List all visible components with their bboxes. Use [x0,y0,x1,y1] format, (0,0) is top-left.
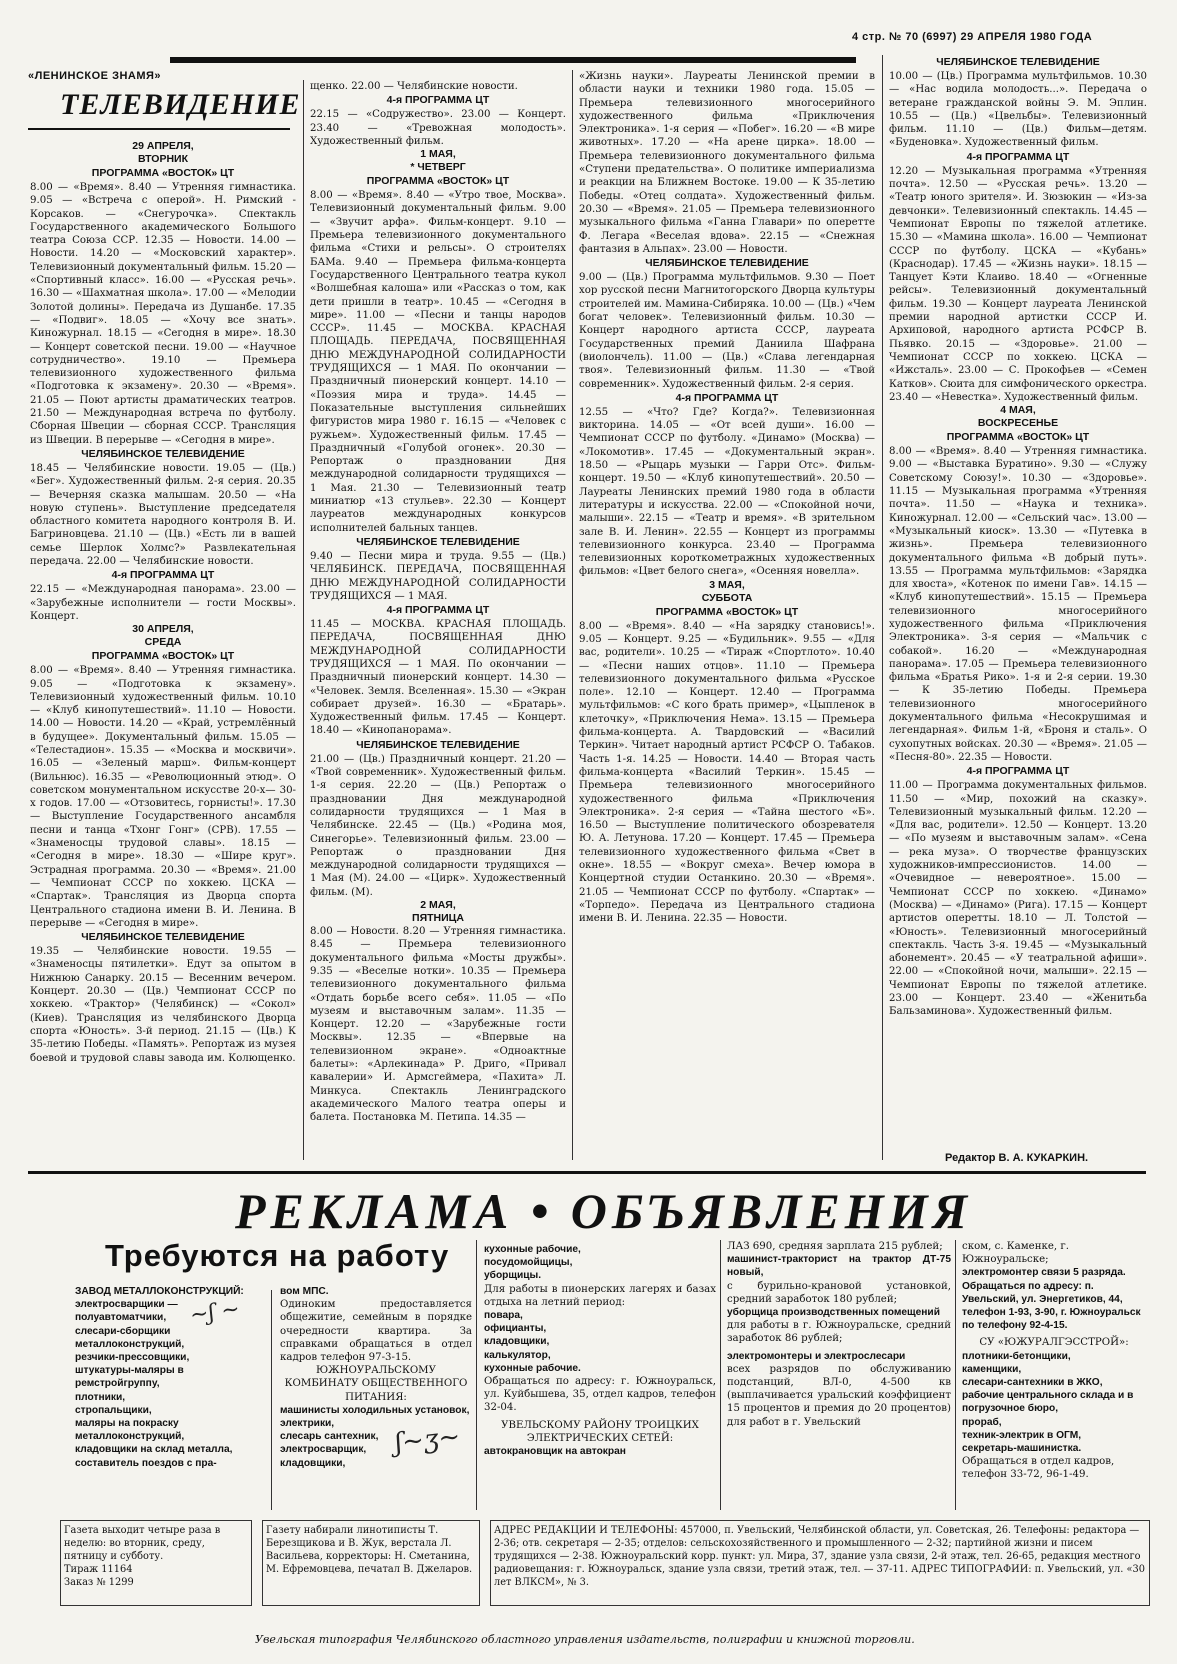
program-heading: ЧЕЛЯБИНСКОЕ ТЕЛЕВИДЕНИЕ [356,738,520,751]
schedule-text: 9.00 — (Цв.) Программа мультфильмов. 9.30 — Поет хор русской песни Магнитогорского Дворца культуры строителей им. Мамина-Сибиряка. 10.00 — (Цв.) «Чем богат человек». Телевизионный фильм. 10.30 — Концерт народного артиста СССР, лауреата Государственных премий Даниила Шафрана (виолончель). 11.00 — (Цв.) «Слава легендарная твоя». Телевизионный фильм. 11.30 — «Твой современник». Художественный фильм. 2-я серия. [579,272,875,390]
header-rule [170,57,856,63]
section-rule [28,128,290,130]
issue-line: 4 стр. № 70 (6997) 29 АПРЕЛЯ 1980 ГОДА [852,31,1093,43]
ad-item: каменщики, [962,1363,1022,1375]
ad-item: рабочие центрального склада и в погрузочное бюро, [962,1390,1134,1415]
ad-column-3 [484,1243,716,1510]
ad-divider [955,1240,956,1510]
ad-item: секретарь-машинистка. [962,1443,1082,1455]
schedule-text: 8.00 — «Время». 8.40 — Утренняя гимнастика. 9.05 — «Встреча с оперой». Н. Римский - Корсаков. — «Снегурочка». Спектакль Государственного академического Большого театра Союза ССР. 12.35 — Новости. 14.00 — Новости. 14.20 — «Московский характер». Телевизионный документальный фильм. 15.20 — «Спортивный класс». 16.00 — «Русская речь». 16.30 — «Шахматная школа». 17.00 — «Мелодии Золотой долины». Передача из Душанбе. 17.35 — «Подвиг». 18.05 — «Хочу все знать». Киножурнал. 18.15 — «Сегодня в мире». 18.30 — Концерт советской песни. 19.00 — «Научное сотрудничество». 19.10 — Премьера телевизионного художественного фильма «Подготовка к экзамену». 20.30 — «Время». 21.05 — Поют артисты драматических театров. 21.50 — Международная встреча по футболу. Сборная Швеции — сборная СССР. Трансляция из Швеции. В перерыве — «Сегодня в мире». [30,182,296,446]
ad-item: уборщицы. [484,1270,542,1282]
ad-item: машинист-тракторист на трактор ДТ-75 новый, [727,1254,951,1279]
weekday-heading: * ЧЕТВЕРГ [410,161,466,174]
section-title: ТЕЛЕВИДЕНИЕ [60,88,301,121]
program-heading: ПРОГРАММА «ВОСТОК» ЦТ [655,605,799,618]
ad-item: кладовщики на склад металла, [75,1444,233,1456]
schedule-text: 12.55 — «Что? Где? Когда?». Телевизионная викторина. 14.05 — «От всей души». 16.00 — Чемпионат СССР по футболу. «Динамо» (Москва) — «Локомотив». 17.45 — «Документальный экран». 18.50 — «Рыцарь музыки — Гарри Отс». Фильм-концерт. 19.50 — «Клуб кинопутешествий». 20.50 — Лауреаты Ленинских премий 1980 года в области литературы и искусства. 22.00 — «Спокойной ночи, малыши». 22.15 — «Театр и время». «В зрительном зале В. И. Ленин». 22.55 — Концерт из программы телевизионного конкурса. 23.40 — Программа телевизионных короткометражных художественных фильмов: «Цвет белого снега», «Осенняя новелла». [579,406,875,578]
day-heading: 3 МАЯ, [709,578,745,591]
handwritten-signature: ~ʃ ~ [188,1296,242,1329]
weekday-heading: ПЯТНИЦА [412,912,464,925]
ad-item: вом МПС. [280,1286,329,1297]
ad-item: электромонтеры и электрослесари [727,1350,906,1362]
ad-item: автокрановщик на автокран [484,1446,626,1458]
day-heading: 4 МАЯ, [1000,404,1036,417]
tv-column-3 [579,70,875,1160]
ad-text: для работы в г. Южноуральске, средний заработок 86 рублей; [727,1320,951,1345]
tv-column-2 [310,80,566,1160]
program-heading: 4-я ПРОГРАММА ЦТ [966,765,1070,778]
program-heading: 4-я ПРОГРАММА ЦТ [675,391,779,404]
schedule-text: 22.15 — «Содружество». 23.00 — Концерт. 23.40 — «Тревожная молодость». Художественный фильм. [310,109,566,147]
program-heading: ЧЕЛЯБИНСКОЕ ТЕЛЕВИДЕНИЕ [936,56,1100,68]
ad-text: Для работы в пионерских лагерях и базах отдыха на летний период: [484,1283,716,1308]
ad-item: посудомойщицы, [484,1257,573,1269]
footer-text: Газета выходит четыре раза в неделю: во вторник, среду, пятницу и субботу. [64,1525,221,1562]
schedule-text: 8.00 — Новости. 8.20 — Утренняя гимнастика. 8.45 — Премьера телевизионного документального фильма «Мосты дружбы». 9.35 — «Веселые нотки». 10.35 — Премьера телевизионного документального фильма «Отдать борьбе всего себя». 11.05 — «По музеям и выставочным залам». 11.35 — Концерт. 12.20 — «Зарубежные гости Москвы». 12.35 — «Впервые на телевизионном экране». «Одноактные балеты»: «Арлекинада» Р. Дриго, «Привал кавалерии» И. Армсгеймера, «Пахита» Л. Минкуса. Спектакль Ленинградского академического Малого театра оперы и балета. Постановка М. Петипа. 14.35 — [310,926,566,1124]
schedule-text: 10.00 — (Цв.) Программа мультфильмов. 10.30 — «Нас водила молодость...». Передача о ветеране гражданской войны Э. М. Эплин. 10.55 — (Цв.) «Цвельбы». Телевизионный фильм. 11.10 — (Цв.) Фильм—детям. «Буденовка». Художественный фильм. [889,71,1147,149]
ad-item: официанты, [484,1323,547,1335]
ad-item: стропальщики, [75,1404,152,1416]
footer-address-box [490,1520,1150,1606]
program-heading: ПРОГРАММА «ВОСТОК» ЦТ [946,431,1090,444]
program-heading: 4-я ПРОГРАММА ЦТ [966,150,1070,163]
required-title: Требуются на работу [105,1238,450,1273]
program-heading: ЧЕЛЯБИНСКОЕ ТЕЛЕВИДЕНИЕ [81,447,245,460]
editor-signature: Редактор В. А. КУКАРКИН. [945,1152,1089,1164]
column-divider [572,70,573,1160]
ad-item: электрики, [280,1418,335,1430]
ad-item: штукатуры-маляры в ремстройгруппу, [75,1365,184,1390]
ad-column-4 [727,1240,951,1510]
program-heading: ПРОГРАММА «ВОСТОК» ЦТ [91,167,235,179]
ad-item: плотники-бетонщики, [962,1350,1071,1362]
ad-heading: УВЕЛЬСКОМУ РАЙОНУ ТРОИЦКИХ ЭЛЕКТРИЧЕСКИХ СЕТЕЙ: [501,1419,699,1444]
ad-item: уборщица производственных помещений [727,1307,940,1319]
schedule-text: 8.00 — «Время». 8.40 — «На зарядку становись!». 9.05 — Концерт. 9.25 — «Будильник». 9.55 — «Для вас, родители». 10.25 — «Тираж «Спортлото». 10.40 — «Песни наших отцов». 11.10 — Премьера телевизионного документального фильма «Русское поле». 12.10 — Концерт. 12.40 — Программа мультфильмов: «С кого брать пример», «Цыпленок в клеточку», «Приключения Нема». 13.15 — Премьера фильма-концерта. А. Твардовский — «Василий Теркин». Читает народный артист РСФСР О. Табаков. Часть 1-я. 14.25 — Новости. 14.40 — Вторая часть фильма-концерта «Василий Теркин». 15.45 — Премьера телевизионного многосерийного художественного фильма «Приключения Электроника». 2-я серия — «Тайна шестого «Б». 16.50 — Выступление политического обозревателя Ю. А. Летунова. 17.20 — Концерт. 17.45 — Премьера телевизионного художественного фильма «Свет в окне». 18.55 — «Вокруг смеха». Вечер юмора в Концертной студии Останкино. 20.30 — «Время». 21.05 — Чемпионат СССР по футболу. «Спартак» — «Торпедо». Передача из Центрального стадиона имени В. И. Ленина. 22.35 — Новости. [579,620,875,925]
schedule-text: 11.45 — МОСКВА. КРАСНАЯ ПЛОЩАДЬ. ПЕРЕДАЧА, ПОСВЯЩЕННАЯ ДНЮ МЕЖДУНАРОДНОЙ СОЛИДАРНОСТИ ТРУДЯЩИХСЯ — 1 МАЯ. По окончании — Праздничный пионерский концерт. 14.30 — «Человек. Земля. Вселенная». 15.30 — «Экран собирает друзей». 16.30 — «Братарь». Художественный фильм. 17.45 — Концерт. 18.40 — «Кинопанорама». [310,619,566,737]
ad-divider [271,1290,272,1510]
ad-item: слесарь сантехник, [280,1431,379,1443]
ad-heading: СУ «ЮЖУРАЛГЭССТРОЙ»: [979,1337,1129,1349]
program-heading: ЧЕЛЯБИНСКОЕ ТЕЛЕВИДЕНИЕ [81,931,245,944]
printing-house-line: Увельская типография Челябинского областного управления издательств, полиграфии и книжной торговли. [255,1633,915,1646]
ad-item: прораб, [962,1416,1002,1428]
ad-heading: ЮЖНОУРАЛЬСКОМУ КОМБИНАТУ ОБЩЕСТВЕННОГО ПИТАНИЯ: [284,1365,468,1403]
schedule-text: 22.15 — «Международная панорама». 23.00 — «Зарубежные исполнители — гости Москвы». Концерт. [30,584,296,622]
ad-text: с бурильно-крановой установкой, средний заработок 180 рублей; [727,1280,951,1305]
ad-item: калькулятор, [484,1349,551,1361]
schedule-text: «Жизнь науки». Лауреаты Ленинской премии в области науки и техники 1980 года. 15.05 — Премьера телевизионного многосерийного художественного фильма «Приключения Электроника». 1-я серия — «Побег». 16.20 — «В мире животных». 17.20 — «На арене цирка». 18.00 — Премьера телевизионного документального фильма «Ступени предательства». О политике империализма и реакции на Ближнем Востоке. 19.00 — К 35-летию Победы. «Отец солдата». Художественный фильм. 20.30 — «Время». 21.05 — Премьера телевизионного музыкального фильма «Ганна Главари» по оперетте Ф. Легара «Веселая вдова». 22.15 — «Снежная фантазия в Альпах». 23.00 — Новости. [579,71,875,255]
ad-divider [720,1240,721,1510]
ad-item: слесари-сборщики металлоконструкций, [75,1325,185,1350]
ad-text: Обращаться по адресу: г. Южноуральск, ул. Куйбышева, 35, отдел кадров, телефон 32-04. [484,1376,716,1414]
ad-item: повара, [484,1310,523,1322]
ad-item: техник-электрик в ОГМ, [962,1429,1082,1441]
schedule-text: 18.45 — Челябинские новости. 19.05 — (Цв.) «Бег». Художественный фильм. 2-я серия. 20.35 — Вечерняя сказка малышам. 20.50 — «На новую ступень». Выступление председателя областного комитета народного контроля В. И. Багриновцева. 21.10 — (Цв.) «Есть ли в вашей семье Шерлок Холмс?» Развлекательная передача. 22.00 — Челябинские новости. [30,462,296,568]
schedule-text: 8.00 — «Время». 8.40 — Утренняя гимнастика. 9.05 — «Подготовка к экзамену». Телевизионный художественный фильм. 10.10 — «Клуб кинопутешествий». 11.10 — Новости. 14.00 — Новости. 14.20 — «Край, устремлённый в будущее». Документальный фильм. 15.05 — «Телестадион». 15.35 — «Москва и москвичи». 16.05 — «Зеленый марш». Фильм-концерт (Вильнюс). 16.35 — «Революционный этюд». О советском монументальном искусстве 20-х— 30-х годов. 17.00 — «Отзовитесь, горнисты!». 17.30 — Выступление Государственного ансамбля песни и танца «Тхонг Гонг» (СРВ). 17.55 — «Знаменосцы трудовой славы». 18.15 — «Сегодня в мире». 18.30 — «Шире круг». Эстрадная программа. 20.30 — «Время». 21.00 — Чемпионат СССР по хоккею. ЦСКА — «Спартак». Трансляция из Дворца спорта Центрального стадиона имени В. И. Ленина. В перерыве — «Сегодня в мире». [30,665,296,929]
ad-item: слесари-сантехники в ЖКО, [962,1377,1103,1389]
ad-text: ЛАЗ 690, средняя зарплата 215 рублей; [727,1241,943,1252]
ad-text: всех разрядов по обслуживанию подстанций, ВЛ-0, 4-500 кв (выплачивается уральский коэффициент 15 процентов и премия до 20 процентов) для работ в г. Увельский [727,1363,951,1428]
footer-staff-box [262,1520,480,1606]
program-heading: ЧЕЛЯБИНСКОЕ ТЕЛЕВИДЕНИЕ [356,535,520,548]
program-heading: ПРОГРАММА «ВОСТОК» ЦТ [91,650,235,663]
footer-text: Газету набирали линотиписты Т. Березщикова и В. Жук, верстала Л. Васильева, корректоры: Н. Сметанина, М. Ефремовцева, печатал В. Джеларов. [266,1525,473,1575]
ad-item: кладовщики, [280,1457,346,1469]
column-divider [303,80,304,1160]
schedule-text: 19.35 — Челябинские новости. 19.55 — «Знаменосцы пятилетки». Едут за опытом в Нижнюю Санарку. 20.15 — Весенним вечером. Концерт. 20.30 — (Цв.) Чемпионат СССР по хоккею. «Трактор» (Челябинск) — «Сокол» (Киев). Трансляция из челябинского Дворца спорта «Юность». 3-й период. 21.15 — (Цв.) К 35-летию Победы. «Память». Репортаж из музея боевой и трудовой славы завода им. Колющенко. [30,946,296,1064]
paper-name: «ЛЕНИНСКОЕ ЗНАМЯ» [28,70,162,82]
program-heading: 4-я ПРОГРАММА ЦТ [386,604,490,617]
ad-item: электросварщик, [280,1444,367,1456]
ad-text: Одиноким предоставляется общежитие, семейным в порядке очередности квартира. За справками обращаться в отдел кадров телефон 97-3-15. [280,1299,472,1364]
ad-column-2 [280,1285,472,1510]
weekday-heading: ВОСКРЕСЕНЬЕ [977,417,1059,430]
schedule-text: 9.40 — Песни мира и труда. 9.55 — (Цв.) ЧЕЛЯБИНСК. ПЕРЕДАЧА, ПОСВЯЩЕННАЯ ДНЮ МЕЖДУНАРОДНОЙ СОЛИДАРНОСТИ ТРУДЯЩИХСЯ — 1 МАЯ. [310,550,566,602]
schedule-text: 11.00 — Программа документальных фильмов. 11.50 — «Мир, похожий на сказку». Телевизионный музыкальный фильм. 12.20 — «Для вас, родители». 12.50 — Концерт. 13.20 — «По музеям и выставочным залам». «Сена — река муза». О творчестве французских художников-импрессионистов. 14.00 — «Очевидное — невероятное». 15.00 — Чемпионат СССР по хоккею. «Динамо» (Москва) — «Динамо» (Рига). 17.15 — Концерт артистов оперетты. 18.10 — Л. Толстой — «Юность». Телевизионный многосерийный спектакль. Часть 3-я. 19.45 — «Музыкальный абонемент». 20.45 — «У театральной афиши». 22.00 — «Спокойной ночи, малыши». 22.15 — Чемпионат Европы по тяжелой атлетике. 23.00 — Концерт. 23.40 — «Женитьба Бальзаминова». Художественный фильм. [889,780,1147,1018]
ad-item: электромонтер связи 5 разряда. [962,1267,1126,1279]
ad-item: плотники, [75,1391,126,1403]
ad-item: резчики-прессовщики, [75,1352,190,1364]
ads-rule [28,1171,1146,1174]
day-heading: 30 АПРЕЛЯ, [132,623,194,636]
schedule-text: 8.00 — «Время». 8.40 — Утренняя гимнастика. 9.00 — «Выставка Буратино». 9.30 — «Служу Советскому Союзу!». 10.30 — «Здоровье». 11.15 — Музыкальная программа «Утренняя почта». 11.50 — «Наука и техника». Киножурнал. 12.00 — «Сельский час». 13.00 — «Музыкальный киоск». 13.30 — «Путевка в жизнь». Премьера телевизионного документального фильма «В добрый путь». 13.55 — Программа мультфильмов: «Зарядка для хвоста», «Котенок по имени Гав». 14.15 — «Клуб кинопутешествий». 15.15 — Премьера телевизионного многосерийного художественного фильма «Приключения Электроника». 3-я серия — «Мальчик с собакой». 16.20 — «Международная панорама». 17.05 — Премьера телевизионного фильма «Братья Рико». 1-я и 2-я серии. 19.30 — К 35-летию Победы. Премьера телевизионного многосерийного документального фильма «Несокрушимая и легендарная». Фильм 1-й, «Броня и сталь». О сухопутных войсках. 20.30 — «Время». 21.05 — «Песня-80». 22.35 — Новости. [889,446,1147,763]
program-heading: ЧЕЛЯБИНСКОЕ ТЕЛЕВИДЕНИЕ [645,257,809,270]
tv-column-1 [30,140,296,1160]
weekday-heading: ВТОРНИК [137,153,189,165]
schedule-text: 21.00 — (Цв.) Праздничный концерт. 21.20 — «Твой современник». Художественный фильм. 1-я серия. 22.20 — (Цв.) Репортаж о праздновании Дня международной солидарности трудящихся — 1 Мая в Челябинске. 22.45 — (Цв.) «Родина моя, Синегорье». Телевизионный фильм. 23.00 — Репортаж о праздновании Дня международной солидарности трудящихся — 1 Мая (М). 24.00 — «Цирк». Художественный фильм. (М). [310,753,566,898]
ad-text: ском, с. Каменке, г. Южноуральске; [962,1241,1069,1266]
ad-text: Обращаться в отдел кадров, телефон 33-72, 96-1-49. [962,1456,1115,1481]
day-heading: 1 МАЯ, [420,148,456,161]
ad-column-5 [962,1240,1146,1510]
ad-item: машинисты холодильных установок, [280,1404,470,1416]
weekday-heading: СРЕДА [144,636,182,649]
footer-publication-box [60,1520,252,1606]
schedule-text: 8.00 — «Время». 8.40 — «Утро твое, Москва». Телевизионный документальный фильм. 9.00 — «Звучит арфа». Фильм-концерт. 9.10 — Премьера телевизионного документального фильма «Стихи и рельсы». О строителях БАМа. 9.40 — Премьера фильма-концерта Государственного Центрального театра кукол «Волшебная калоша» или «Рассказ о том, как дети пришли в театр». 10.45 — «Сегодня в мире». 11.00 — «Песни и танцы народов СССР». 11.45 — МОСКВА. КРАСНАЯ ПЛОЩАДЬ. ПЕРЕДАЧА, ПОСВЯЩЕННАЯ ДНЮ МЕЖДУНАРОДНОЙ СОЛИДАРНОСТИ ТРУДЯЩИХСЯ — 1 МАЯ. По окончании — Праздничный пионерский концерт. 14.10 — «Поэзия мира и труда». 14.45 — Показательные выступления сильнейших фигуристов мира 1980 г. 16.15 — «Человек с ружьем». Художественный фильм. 17.45 — Праздничный «Голубой огонек». 20.30 — Репортаж о праздновании Дня международной солидарности трудящихся — 1 Мая. 21.30 — Телевизионный театр миниатюр «13 стульев». 22.30 — Концерт лауреатов международных конкурсов исполнителей бальных танцев. [310,190,566,534]
ad-divider [476,1240,477,1510]
footer-print-run: Тираж 11164 [64,1564,133,1575]
day-heading: 29 АПРЕЛЯ, [132,140,194,152]
day-heading: 2 МАЯ, [420,899,456,912]
program-heading: 4-я ПРОГРАММА ЦТ [386,94,490,107]
column-divider [882,55,883,1160]
footer-order: Заказ № 1299 [64,1577,134,1588]
ad-item: кладовщики, [484,1336,550,1348]
ad-item: составитель поездов с пра- [75,1457,217,1469]
ad-heading: ЗАВОД МЕТАЛЛОКОНСТРУКЦИЙ: [75,1286,244,1297]
schedule-text: 12.20 — Музыкальная программа «Утренняя почта». 12.50 — «Русская речь». 13.20 — «Театр юного зрителя». И. Зюзюкин — «Из-за девчонки». Телевизионный спектакль. 14.45 — Чемпионат Европы по тяжелой атлетике. 15.30 — «Мамина школа». 16.00 — Чемпионат СССР по футболу. ЦСКА — «Кубань» (Краснодар). 17.45 — «Жизнь науки». 18.15 — Танцует Кэти Клаиво. 18.40 — «Огненные рейсы». Телевизионный документальный фильм. 19.30 — Концерт лауреата Ленинской премии народной артистки СССР И. Архиповой, народного артиста РСФСР В. Пьявко. 20.15 — «Здоровье». 21.00 — Чемпионат СССР по хоккею. ЦСКА — «Ижсталь». 23.00 — С. Прокофьев — «Семен Катков». Сюита для симфонического оркестра. 23.40 — «Невестка». Художественный фильм. [889,165,1147,403]
schedule-text: щенко. 22.00 — Челябинские новости. [310,81,518,92]
footer-text: АДРЕС РЕДАКЦИИ И ТЕЛЕФОНЫ: 457000, п. Увельский, Челябинской области, ул. Советская, 26. Телефоны: редактора — 2-36; отв. секретаря — 2-35; отделов: сельскохозяйственного и промышленного — 2-32; партийной жизни и писем трудящихся — 2-38. Южноуральский корр. пункт: ул. Мира, 37, здание узла связи, 2-й этаж, тел. 26-65, редакция местного радиовещания: г. Южноуральск, здание узла связи, третий этаж, тел. — 37-11. АДРЕС ТИПОГРАФИИ: п. Увельский, ул. «30 лет ВЛКСМ», № 3. [494,1525,1145,1588]
program-heading: 4-я ПРОГРАММА ЦТ [111,569,215,582]
ads-title: РЕКЛАМА • ОБЪЯВЛЕНИЯ [235,1183,973,1239]
ad-item: электросварщики — полуавтоматчики, [75,1299,178,1324]
weekday-heading: СУББОТА [701,591,753,604]
handwritten-signature: ʃ~ʒ~ [393,1421,462,1459]
tv-column-4 [889,55,1147,1145]
ad-item: кухонные рабочие, [484,1244,581,1255]
program-heading: ПРОГРАММА «ВОСТОК» ЦТ [366,175,510,188]
ad-item: кухонные рабочие. [484,1362,581,1374]
ad-text: Обращаться по адресу: п. Увельский, ул. Энергетиков, 44, телефон 1-93, 3-90, г. Южноуральск по телефону 92-4-15. [962,1280,1141,1332]
ad-item: маляры на покраску металлоконструкций, [75,1418,185,1443]
